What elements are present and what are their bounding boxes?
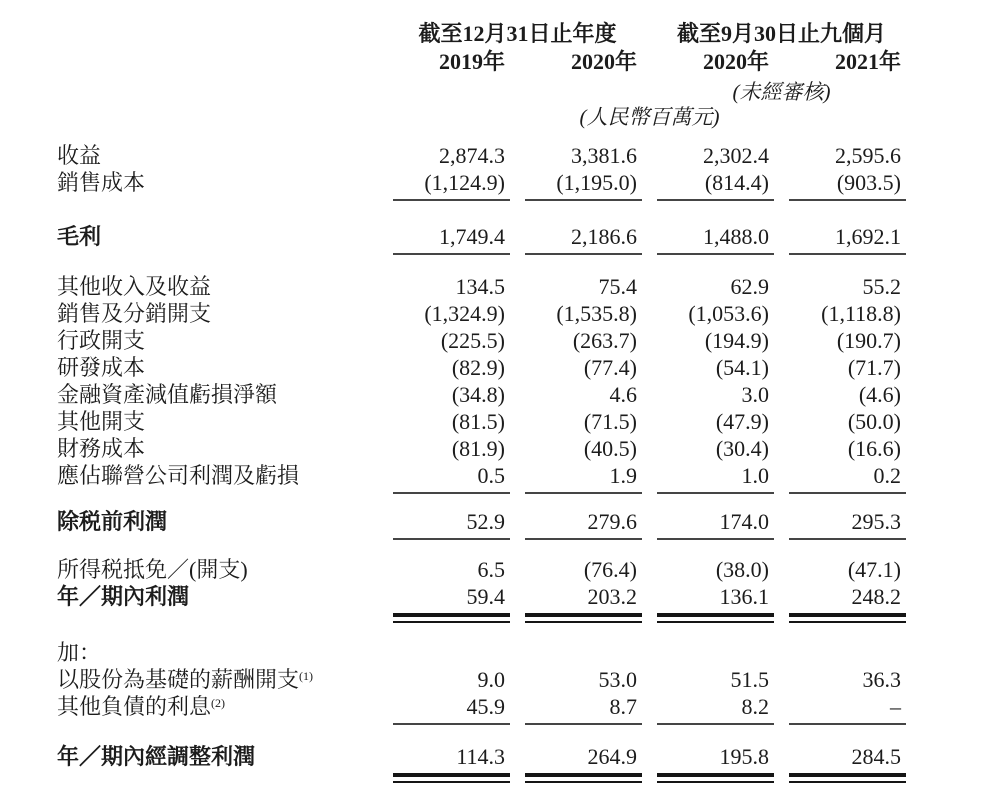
row-label [57,142,378,169]
row-label [57,508,378,540]
value-cell: (190.7) [836,328,901,353]
empty-label-cell [57,105,378,130]
value-cell: (225.5) [440,328,505,353]
year-header-row [57,48,906,76]
value-cell: 6.5 [477,557,505,582]
table-row [57,300,906,327]
year-column-2021: 2021年 [834,49,901,74]
row-label-text: 其他開支 [57,409,146,434]
table-row [57,273,906,300]
year-column-2020-nine-month: 2020年 [702,49,769,74]
row-label-text: 年／期內利潤 [57,584,190,609]
table-row [57,408,906,435]
empty-label-cell [57,610,378,623]
value-cell: (1,124.9) [393,169,510,201]
value-cell: 52.9 [393,508,510,540]
value-cell: 51.5 [730,667,769,692]
row-label-text: 收益 [57,143,102,168]
value-cell: 134.5 [455,274,505,299]
row-label-text: 毛利 [57,224,102,249]
footnote-ref: (2) [211,696,226,710]
value-cell: (50.0) [847,409,901,434]
currency-note: (人民幣百萬元) [579,105,720,129]
value-cell: (38.0) [715,557,769,582]
value-cell: (194.9) [704,328,769,353]
value-cell: (1,535.8) [556,301,637,326]
value-cell: (77.4) [583,355,637,380]
row-label-text: 財務成本 [57,436,146,461]
row-label [57,556,378,583]
income-statement-table [57,20,906,783]
table-row [57,639,906,666]
value-cell: (81.9) [451,436,505,461]
row-label-text: 銷售及分銷開支 [57,301,212,326]
table-body [57,142,906,783]
table-row [57,223,906,255]
value-cell: 248.2 [851,584,901,609]
row-label [57,273,378,300]
value-cell: (82.9) [451,355,505,380]
value-cell: 203.2 [587,584,637,609]
value-cell: 0.2 [789,462,906,494]
double-rule [393,613,510,623]
row-label [57,223,378,255]
value-cell: (1,118.8) [821,301,901,326]
value-cell: (54.1) [715,355,769,380]
value-cell: 279.6 [525,508,642,540]
row-label-text: 以股份為基礎的薪酬開支 [57,667,300,692]
value-cell: 1,692.1 [789,223,906,255]
value-cell: (16.6) [847,436,901,461]
table-row [57,169,906,201]
value-cell: 136.1 [719,584,769,609]
value-cell: 55.2 [862,274,901,299]
table-row [57,743,906,770]
row-label [57,435,378,462]
value-cell: 36.3 [862,667,901,692]
row-label-text: 所得税抵免／(開支) [57,557,248,582]
table-row [57,354,906,381]
row-label [57,693,378,725]
empty-label-cell [57,20,378,48]
value-cell: 62.9 [730,274,769,299]
row-label-text: 行政開支 [57,328,146,353]
value-cell [657,639,774,666]
value-cell: (40.5) [583,436,637,461]
double-rule [657,613,774,623]
double-rule [393,773,510,783]
double-rule [789,773,906,783]
double-rule-row [57,610,906,623]
row-label [57,666,378,693]
value-cell: – [789,693,906,725]
empty-label-cell [57,48,378,76]
row-label-text: 其他負債的利息 [57,694,212,719]
value-cell: (71.7) [847,355,901,380]
value-cell: (1,053.6) [688,301,769,326]
period-header-nine-month: 截至9月30日止九個月 [676,21,886,46]
value-cell: 75.4 [598,274,637,299]
value-cell: 295.3 [789,508,906,540]
double-rule [525,613,642,623]
table-row [57,583,906,610]
value-cell [393,639,510,666]
row-label-text: 應佔聯營公司利潤及虧損 [57,463,300,488]
row-label-text: 除税前利潤 [57,509,168,534]
value-cell: 284.5 [851,744,901,769]
row-label [57,300,378,327]
table-row [57,508,906,540]
value-cell: 114.3 [456,744,505,769]
double-rule [525,773,642,783]
row-label [57,408,378,435]
value-cell: 2,595.6 [835,143,901,168]
value-cell: 174.0 [657,508,774,540]
table-row [57,693,906,725]
value-cell: 1,749.4 [393,223,510,255]
value-cell: 2,186.6 [525,223,642,255]
row-label-text: 金融資產減值虧損淨額 [57,382,278,407]
double-rule [789,613,906,623]
row-label-text: 銷售成本 [57,170,146,195]
value-cell: (47.1) [847,557,901,582]
value-cell: 1.0 [657,462,774,494]
row-label [57,583,378,610]
value-cell: 59.4 [466,584,505,609]
year-column-2020: 2020年 [570,49,637,74]
empty-label-cell [57,80,378,105]
value-cell: (76.4) [583,557,637,582]
value-cell: 8.2 [657,693,774,725]
row-label-text: 加： [57,640,102,665]
table-row [57,666,906,693]
value-cell: (1,195.0) [525,169,642,201]
year-column-2019: 2019年 [438,49,505,74]
value-cell: (903.5) [789,169,906,201]
value-cell: 0.5 [393,462,510,494]
value-cell: 8.7 [525,693,642,725]
value-cell: (71.5) [583,409,637,434]
value-cell: 1,488.0 [657,223,774,255]
value-cell: (263.7) [572,328,637,353]
value-cell [789,639,906,666]
value-cell: 3,381.6 [571,143,637,168]
table-row [57,556,906,583]
value-cell: 1.9 [525,462,642,494]
row-label [57,462,378,494]
row-label [57,354,378,381]
row-label-text: 其他收入及收益 [57,274,212,299]
value-cell: 2,874.3 [439,143,505,168]
unaudited-note-row [57,80,906,105]
value-cell: (4.6) [858,382,901,407]
table-row [57,462,906,494]
row-label [57,743,378,770]
value-cell: (47.9) [715,409,769,434]
row-label-text: 研發成本 [57,355,146,380]
double-rule-row [57,770,906,783]
value-cell: 53.0 [598,667,637,692]
table-row [57,142,906,169]
footnote-ref: (1) [299,669,314,683]
period-header-annual: 截至12月31日止年度 [418,21,617,46]
value-cell [525,639,642,666]
value-cell: (814.4) [657,169,774,201]
row-label-text: 年／期內經調整利潤 [57,744,256,769]
period-header-row [57,20,906,48]
value-cell: 4.6 [609,382,637,407]
table-row [57,327,906,354]
unaudited-note: (未經審核) [732,80,831,104]
value-cell: (1,324.9) [424,301,505,326]
value-cell: (34.8) [451,382,505,407]
table-row [57,381,906,408]
value-cell: 2,302.4 [703,143,769,168]
value-cell: 264.9 [587,744,637,769]
value-cell: (81.5) [451,409,505,434]
row-label [57,639,378,666]
row-label [57,169,378,201]
empty-label-cell [57,770,378,783]
currency-note-row [57,105,906,130]
value-cell: 3.0 [741,382,769,407]
value-cell: 45.9 [393,693,510,725]
table-row [57,435,906,462]
row-label [57,327,378,354]
value-cell: 9.0 [477,667,505,692]
value-cell: (30.4) [715,436,769,461]
row-label [57,381,378,408]
value-cell: 195.8 [719,744,769,769]
double-rule [657,773,774,783]
